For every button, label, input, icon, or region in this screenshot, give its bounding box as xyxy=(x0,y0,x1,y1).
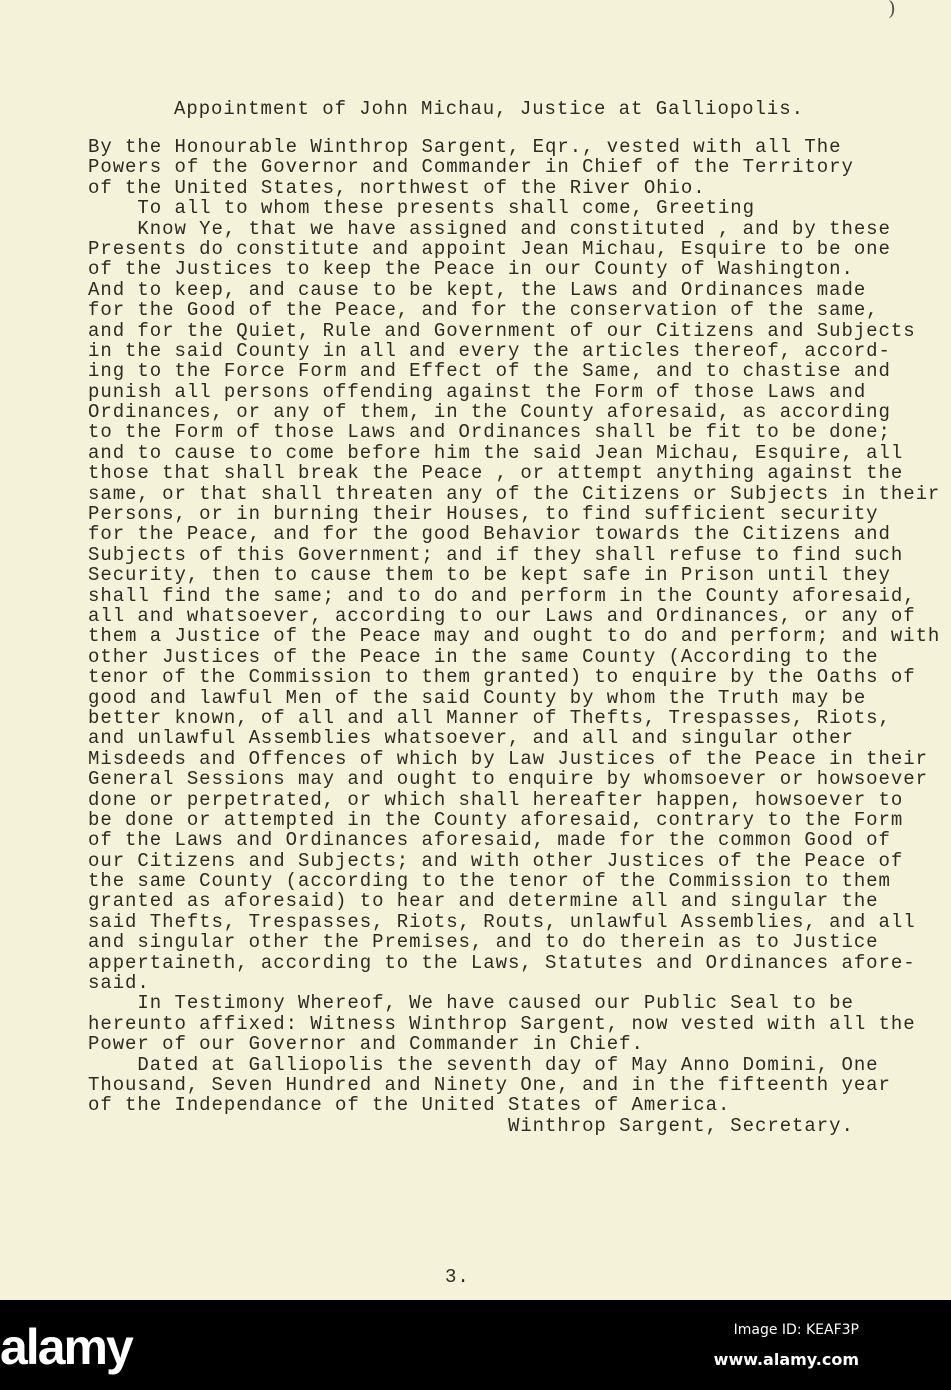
text-line: good and lawful Men of the said County by whom the Truth may be xyxy=(88,686,867,709)
text-line: of the Laws and Ordinances aforesaid, made for the common Good of xyxy=(88,829,891,852)
text-line: for the Good of the Peace, and for the conservation of the same, xyxy=(88,299,879,322)
document-title: Appointment of John Michau, Justice at Galliopolis. xyxy=(174,98,804,120)
text-line: better known, of all and all Manner of Thefts, Trespasses, Riots, xyxy=(88,706,891,729)
text-line: tenor of the Commission to them granted) to enquire by the Oaths of xyxy=(88,666,916,689)
text-line: our Citizens and Subjects; and with other Justices of the Peace of xyxy=(88,849,904,872)
text-line: be done or attempted in the County aforesaid, contrary to the Form xyxy=(88,808,904,831)
text-line: and to cause to come before him the said Jean Michau, Esquire, all xyxy=(88,441,904,464)
text-line: Persons, or in burning their Houses, to find sufficient security xyxy=(88,503,879,526)
text-line: of the Justices to keep the Peace in our County of Washington. xyxy=(88,258,854,281)
alamy-logo: alamy xyxy=(0,1319,132,1375)
text-line: Subjects of this Government; and if they shall refuse to find such xyxy=(88,543,904,566)
text-line: same, or that shall threaten any of the Citizens or Subjects in their xyxy=(88,482,941,505)
text-line: Thousand, Seven Hundred and Ninety One, and in the fifteenth year xyxy=(88,1073,891,1096)
text-line: shall find the same; and to do and perform in the County aforesaid, xyxy=(88,584,916,607)
text-line: granted as aforesaid) to hear and determine all and singular the xyxy=(88,890,879,913)
text-line: and for the Quiet, Rule and Government of our Citizens and Subjects xyxy=(88,319,916,342)
text-line: Security, then to cause them to be kept safe in Prison until they xyxy=(88,564,891,587)
page-number: 3. xyxy=(445,1266,470,1288)
text-line: General Sessions may and ought to enquire by whomsoever or howsoever xyxy=(88,768,928,791)
text-line: To all to whom these presents shall come, Greeting xyxy=(88,197,755,220)
image-id: Image ID: KEAF3P xyxy=(733,1322,859,1338)
text-line: ing to the Force Form and Effect of the Same, and to chastise and xyxy=(88,360,891,383)
text-line: appertaineth, according to the Laws, Statutes and Ordinances afore- xyxy=(88,951,916,974)
text-line: Presents do constitute and appoint Jean Michau, Esquire to be one xyxy=(88,237,891,260)
text-line: Power of our Governor and Commander in Chief. xyxy=(88,1033,644,1056)
text-line: of the Independance of the United States of America. xyxy=(88,1094,731,1117)
text-line: hereunto affixed: Witness Winthrop Sargent, now vested with all the xyxy=(88,1012,916,1035)
text-line: other Justices of the Peace in the same County (According to the xyxy=(88,645,879,668)
text-line: to the Form of those Laws and Ordinances shall be fit to be done; xyxy=(88,421,891,444)
text-line: Misdeeds and Offences of which by Law Justices of the Peace in their xyxy=(88,747,928,770)
corner-mark: ) xyxy=(888,0,896,20)
watermark-footer xyxy=(0,1300,951,1390)
text-line: Dated at Galliopolis the seventh day of May Anno Domini, One xyxy=(88,1053,879,1076)
website-url: www.alamy.com xyxy=(713,1350,859,1369)
text-line: for the Peace, and for the good Behavior towards the Citizens and xyxy=(88,523,891,546)
text-line: all and whatsoever, according to our Laws and Ordinances, or any of xyxy=(88,604,916,627)
text-line: and singular other the Premises, and to do therein as to Justice xyxy=(88,931,879,954)
text-line: punish all persons offending against the Form of those Laws and xyxy=(88,380,867,403)
text-line: Ordinances, or any of them, in the County aforesaid, as according xyxy=(88,401,891,424)
text-line: and unlawful Assemblies whatsoever, and all and singular other xyxy=(88,727,854,750)
text-line: By the Honourable Winthrop Sargent, Eqr., vested with all The xyxy=(88,136,842,158)
text-line: them a Justice of the Peace may and ought to do and perform; and with xyxy=(88,625,941,648)
text-line: said. xyxy=(88,972,150,995)
text-line: of the United States, northwest of the River Ohio. xyxy=(88,176,706,199)
text-line: those that shall break the Peace , or attempt anything against the xyxy=(88,462,904,485)
text-line: the same County (according to the tenor of the Commission to them xyxy=(88,870,891,893)
text-line: Powers of the Governor and Commander in Chief of the Territory xyxy=(88,156,854,179)
text-line: And to keep, and cause to be kept, the Laws and Ordinances made xyxy=(88,278,867,301)
text-line: Winthrop Sargent, Secretary. xyxy=(88,1114,854,1137)
text-line: In Testimony Whereof, We have caused our Public Seal to be xyxy=(88,992,854,1015)
text-line: done or perpetrated, or which shall hereafter happen, howsoever to xyxy=(88,788,904,811)
text-line: in the said County in all and every the articles thereof, accord- xyxy=(88,339,891,362)
text-line: said Thefts, Trespasses, Riots, Routs, unlawful Assemblies, and all xyxy=(88,910,916,933)
document-body xyxy=(88,137,940,1136)
text-line: Know Ye, that we have assigned and constituted , and by these xyxy=(88,217,891,240)
